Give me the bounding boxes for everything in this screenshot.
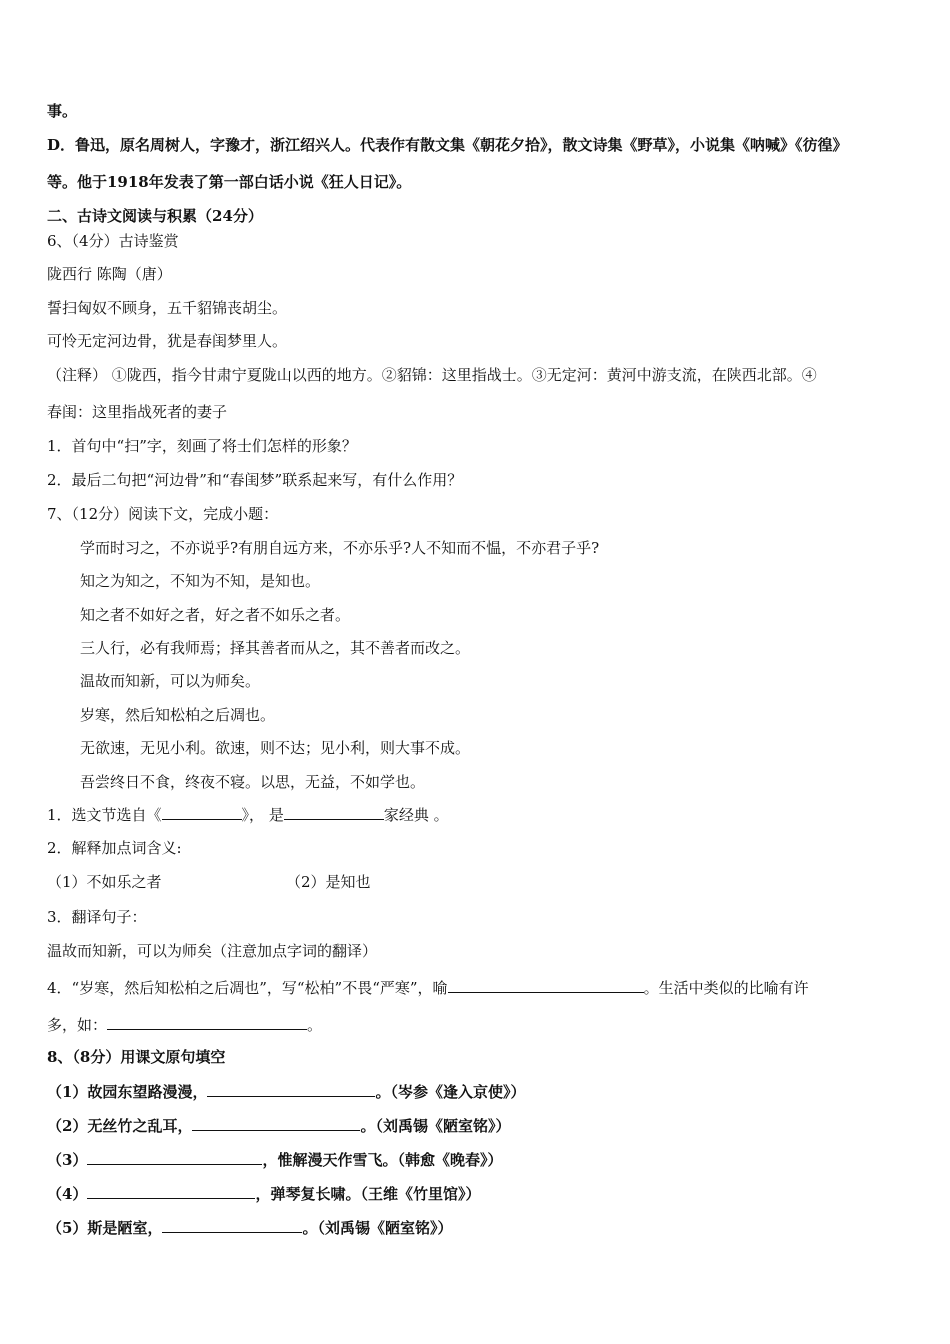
q7-sub-3: 3．翻译句子：: [47, 908, 147, 926]
q7-sub-3-sentence: 温故而知新，可以为师矣（注意加点字词的翻译）: [47, 942, 378, 960]
q7-sub-1-middle: 》， 是: [241, 806, 284, 824]
q7-sub-2-item2: （2）是知也: [286, 873, 371, 891]
answer-blank[interactable]: [87, 1183, 255, 1199]
q8-item-source: 。（刘禹锡《陋室铭》）: [302, 1219, 453, 1237]
q7-sub-2: 2．解释加点词含义:: [47, 839, 182, 857]
option-d-line1: D．鲁迅，原名周树人，字豫才，浙江绍兴人。代表作有散文集《朝花夕拾》，散文诗集《野草》，小说集《呐喊》《彷徨》: [47, 136, 848, 154]
q7-sub-4-prefix: 4．“岁寒，然后知松柏之后凋也”，写“松柏”不畏“严寒”，喻: [47, 979, 448, 997]
answer-blank[interactable]: [207, 1081, 375, 1097]
q7-header: 7、（12分）阅读下文，完成小题：: [47, 505, 279, 523]
q8-item-source: 。（刘禹锡《陋室铭》）: [360, 1117, 511, 1135]
q8-item-5: [47, 1217, 452, 1238]
q7-sub-4-continuation: 多，如：: [47, 1016, 108, 1034]
q7-sub-4-middle: 。生活中类似的比喻有许: [643, 979, 809, 997]
answer-blank[interactable]: [162, 1217, 302, 1233]
q7-text-line: 三人行，必有我师焉；择其善者而从之，其不善者而改之。: [80, 639, 471, 657]
q6-header: 6、（4分）古诗鉴赏: [47, 232, 179, 250]
q8-item-2: [47, 1115, 510, 1136]
q7-sub-2-item1: （1）不如乐之者: [47, 873, 162, 891]
poem-note-line1: （注释） ①陇西，指今甘肃宁夏陇山以西的地方。②貂锦：这里指战士。③无定河：黄河中游支流，在陕西北部。④: [47, 366, 817, 384]
q8-item-text: （3）: [47, 1151, 88, 1169]
q6-sub-1: 1．首句中“扫”字，刻画了将士们怎样的形象？: [47, 437, 357, 455]
q8-item-source: ，惟解漫天作雪飞。（韩愈《晚春》）: [262, 1151, 503, 1169]
q7-text-line: 岁寒，然后知松柏之后凋也。: [80, 706, 276, 724]
q7-sub-4-line1: [47, 977, 809, 998]
q7-text-line: 温故而知新，可以为师矣。: [80, 672, 261, 690]
q8-item-source: 。（岑参《逢入京使》）: [375, 1083, 526, 1101]
q7-text-line: 无欲速，无见小利。欲速，则不达；见小利，则大事不成。: [80, 739, 471, 757]
q6-sub-2: 2．最后二句把“河边骨”和“春闺梦”联系起来写，有什么作用？: [47, 471, 463, 489]
q8-item-4: [47, 1183, 480, 1204]
q8-item-text: （2）无丝竹之乱耳，: [47, 1117, 193, 1135]
answer-blank[interactable]: [87, 1149, 262, 1165]
q7-sub-4-end: 。: [307, 1016, 323, 1034]
q7-text-line: 知之为知之，不知为不知，是知也。: [80, 572, 321, 590]
q7-sub-1-prefix: 1．选文节选自《: [47, 806, 162, 824]
q7-sub-1: [47, 804, 449, 825]
answer-blank[interactable]: [107, 1014, 307, 1030]
q8-item-1: [47, 1081, 525, 1102]
q7-sub-4-line2: [47, 1014, 322, 1035]
poem-title: 陇西行 陈陶（唐）: [47, 265, 172, 283]
option-d-line2: 等。他于1918年发表了第一部白话小说《狂人日记》。: [47, 173, 412, 191]
poem-line-1: 誓扫匈奴不顾身，五千貂锦丧胡尘。: [47, 299, 288, 317]
answer-blank[interactable]: [284, 804, 384, 820]
q7-text-line: 吾尝终日不食，终夜不寝。以思，无益，不如学也。: [80, 773, 426, 791]
poem-line-2: 可怜无定河边骨，犹是春闺梦里人。: [47, 332, 288, 350]
q8-item-text: （4）: [47, 1185, 88, 1203]
section-title: 二、古诗文阅读与积累（24分）: [47, 207, 263, 225]
q8-item-text: （1）故园东望路漫漫，: [47, 1083, 208, 1101]
poem-note-line2: 春闺：这里指战死者的妻子: [47, 403, 228, 421]
q5-tail-line: 事。: [47, 102, 78, 120]
answer-blank[interactable]: [192, 1115, 360, 1131]
q8-item-3: [47, 1149, 502, 1170]
q8-item-source: ，弹琴复长啸。（王维《竹里馆》）: [255, 1185, 481, 1203]
q7-sub-1-suffix: 家经典 。: [383, 806, 449, 824]
q8-item-text: （5）斯是陋室，: [47, 1219, 163, 1237]
q7-text-line: 知之者不如好之者，好之者不如乐之者。: [80, 606, 351, 624]
answer-blank[interactable]: [448, 977, 644, 993]
answer-blank[interactable]: [162, 804, 242, 820]
q8-header: 8、（8分）用课文原句填空: [47, 1048, 226, 1066]
q7-text-line: 学而时习之，不亦说乎?有朋自远方来，不亦乐乎?人不知而不愠，不亦君子乎?: [80, 539, 600, 557]
